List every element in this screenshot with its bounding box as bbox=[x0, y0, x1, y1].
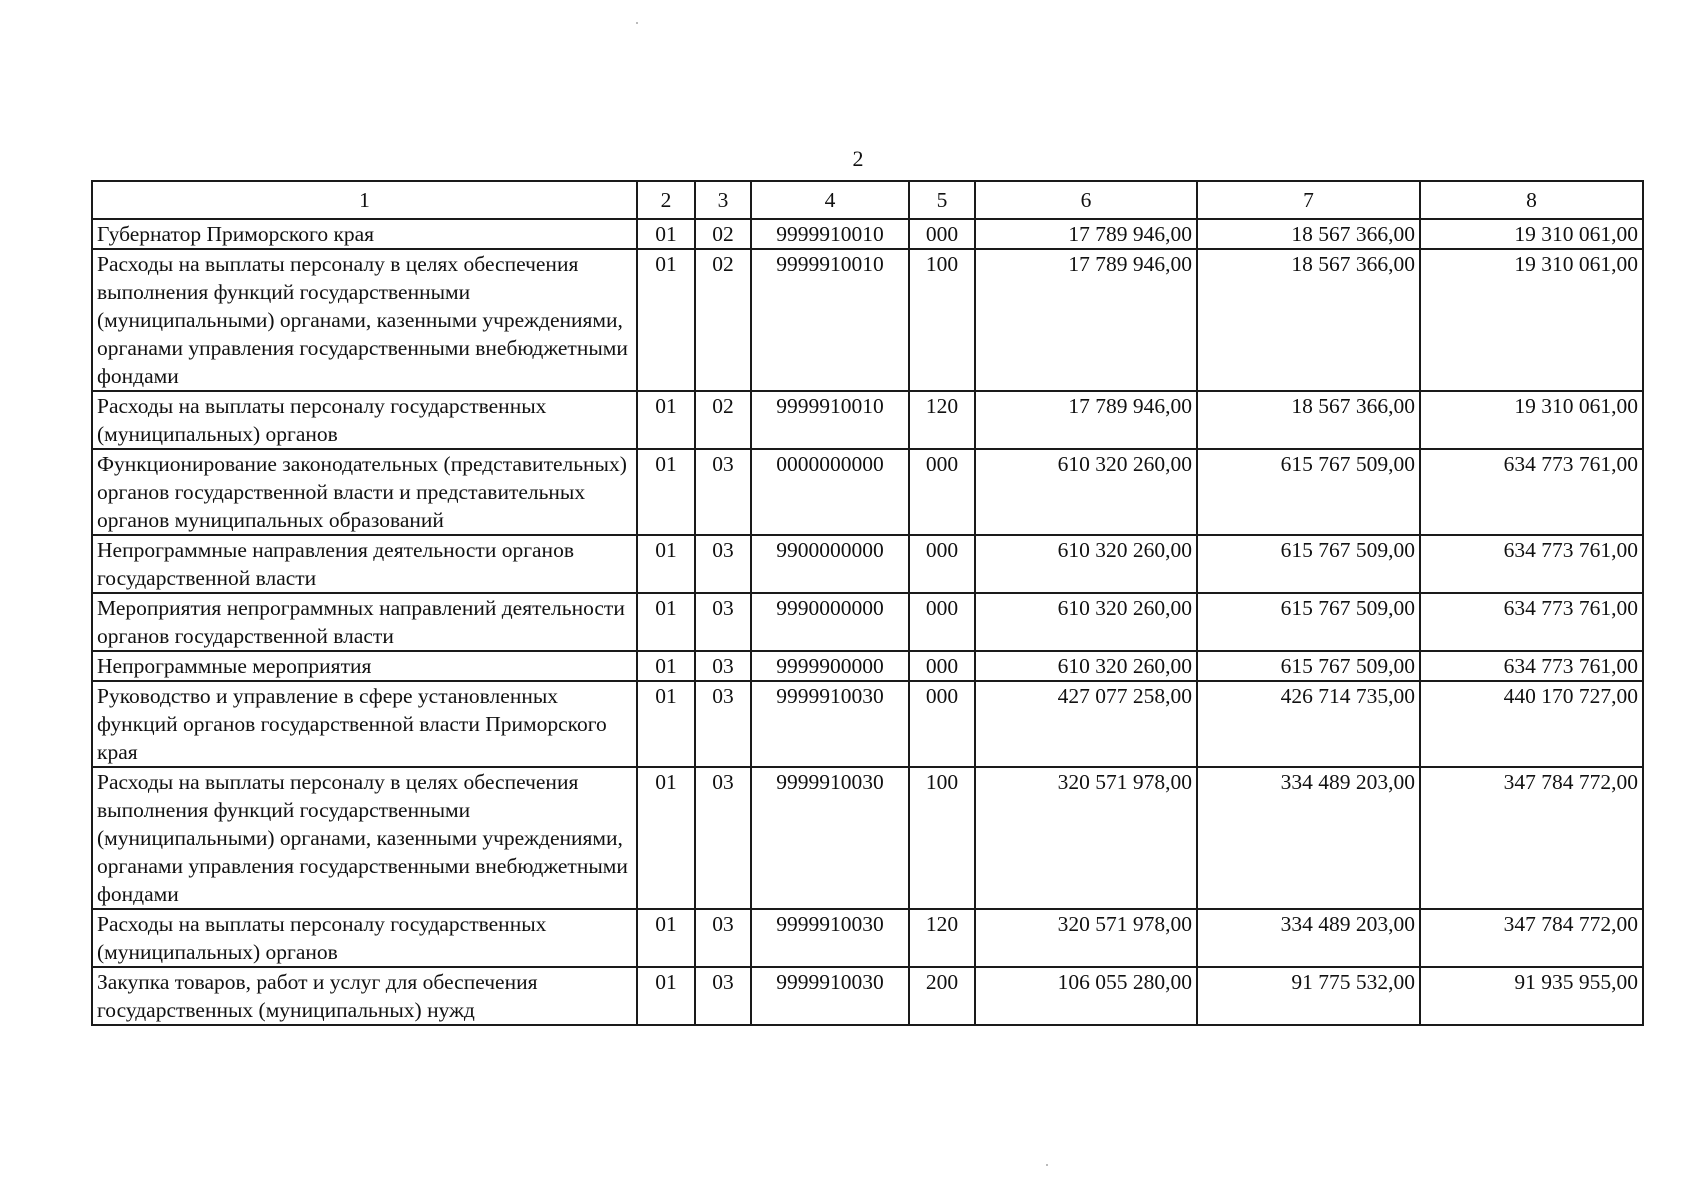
table-row bbox=[92, 535, 1643, 593]
amount-col-7: 615 767 509,00 bbox=[1197, 535, 1420, 593]
amount-col-6: 17 789 946,00 bbox=[975, 391, 1197, 449]
amount-col-8: 634 773 761,00 bbox=[1420, 535, 1643, 593]
section-code: 01 bbox=[637, 651, 695, 681]
amount-col-6: 17 789 946,00 bbox=[975, 219, 1197, 249]
amount-col-7: 615 767 509,00 bbox=[1197, 593, 1420, 651]
target-article-code: 9999910010 bbox=[751, 391, 909, 449]
header-row bbox=[92, 181, 1643, 219]
expense-type-code: 000 bbox=[909, 449, 975, 535]
section-code: 01 bbox=[637, 593, 695, 651]
amount-col-6: 610 320 260,00 bbox=[975, 535, 1197, 593]
table-row bbox=[92, 593, 1643, 651]
section-code: 01 bbox=[637, 767, 695, 909]
column-header: 6 bbox=[975, 181, 1197, 219]
subsection-code: 03 bbox=[695, 535, 751, 593]
amount-col-8: 19 310 061,00 bbox=[1420, 249, 1643, 391]
expense-name: Расходы на выплаты персоналу государственных (муниципальных) органов bbox=[92, 909, 637, 967]
subsection-code: 03 bbox=[695, 909, 751, 967]
table-row bbox=[92, 681, 1643, 767]
expense-type-code: 000 bbox=[909, 593, 975, 651]
subsection-code: 02 bbox=[695, 391, 751, 449]
amount-col-7: 615 767 509,00 bbox=[1197, 651, 1420, 681]
expense-type-code: 000 bbox=[909, 219, 975, 249]
amount-col-7: 18 567 366,00 bbox=[1197, 249, 1420, 391]
expense-type-code: 000 bbox=[909, 681, 975, 767]
amount-col-8: 634 773 761,00 bbox=[1420, 651, 1643, 681]
target-article-code: 9999910030 bbox=[751, 909, 909, 967]
amount-col-8: 347 784 772,00 bbox=[1420, 767, 1643, 909]
column-header: 2 bbox=[637, 181, 695, 219]
expense-name: Непрограммные направления деятельности органов государственной власти bbox=[92, 535, 637, 593]
expense-type-code: 100 bbox=[909, 249, 975, 391]
expense-name: Непрограммные мероприятия bbox=[92, 651, 637, 681]
table-row bbox=[92, 909, 1643, 967]
section-code: 01 bbox=[637, 967, 695, 1025]
subsection-code: 02 bbox=[695, 219, 751, 249]
scan-speck bbox=[1046, 1164, 1048, 1166]
amount-col-7: 91 775 532,00 bbox=[1197, 967, 1420, 1025]
expense-type-code: 000 bbox=[909, 535, 975, 593]
table-row bbox=[92, 651, 1643, 681]
subsection-code: 03 bbox=[695, 681, 751, 767]
amount-col-6: 320 571 978,00 bbox=[975, 909, 1197, 967]
table-row bbox=[92, 767, 1643, 909]
amount-col-6: 320 571 978,00 bbox=[975, 767, 1197, 909]
amount-col-6: 610 320 260,00 bbox=[975, 593, 1197, 651]
column-header: 1 bbox=[92, 181, 637, 219]
expense-name: Руководство и управление в сфере установленных функций органов государственной власти Приморского края bbox=[92, 681, 637, 767]
amount-col-8: 634 773 761,00 bbox=[1420, 593, 1643, 651]
column-header: 3 bbox=[695, 181, 751, 219]
expense-name: Губернатор Приморского края bbox=[92, 219, 637, 249]
amount-col-7: 18 567 366,00 bbox=[1197, 391, 1420, 449]
subsection-code: 03 bbox=[695, 593, 751, 651]
amount-col-8: 19 310 061,00 bbox=[1420, 391, 1643, 449]
amount-col-6: 610 320 260,00 bbox=[975, 449, 1197, 535]
page-number: 2 bbox=[852, 146, 864, 171]
expense-type-code: 100 bbox=[909, 767, 975, 909]
amount-col-7: 334 489 203,00 bbox=[1197, 767, 1420, 909]
target-article-code: 9900000000 bbox=[751, 535, 909, 593]
target-article-code: 9999910030 bbox=[751, 967, 909, 1025]
column-header: 8 bbox=[1420, 181, 1643, 219]
column-header: 5 bbox=[909, 181, 975, 219]
subsection-code: 03 bbox=[695, 767, 751, 909]
target-article-code: 9990000000 bbox=[751, 593, 909, 651]
section-code: 01 bbox=[637, 449, 695, 535]
subsection-code: 03 bbox=[695, 449, 751, 535]
target-article-code: 0000000000 bbox=[751, 449, 909, 535]
target-article-code: 9999910010 bbox=[751, 249, 909, 391]
expense-name: Расходы на выплаты персоналу в целях обеспечения выполнения функций государственными (муниципальными) органами, казенными учреждениями, органами управления государственными внебюджетными фондами bbox=[92, 249, 637, 391]
amount-col-7: 334 489 203,00 bbox=[1197, 909, 1420, 967]
section-code: 01 bbox=[637, 909, 695, 967]
amount-col-7: 18 567 366,00 bbox=[1197, 219, 1420, 249]
amount-col-8: 347 784 772,00 bbox=[1420, 909, 1643, 967]
table-row bbox=[92, 219, 1643, 249]
section-code: 01 bbox=[637, 681, 695, 767]
table-row bbox=[92, 967, 1643, 1025]
table-row bbox=[92, 249, 1643, 391]
section-code: 01 bbox=[637, 219, 695, 249]
target-article-code: 9999910030 bbox=[751, 681, 909, 767]
expense-name: Расходы на выплаты персоналу в целях обеспечения выполнения функций государственными (муниципальными) органами, казенными учреждениями, органами управления государственными внебюджетными фондами bbox=[92, 767, 637, 909]
column-header: 4 bbox=[751, 181, 909, 219]
amount-col-6: 610 320 260,00 bbox=[975, 651, 1197, 681]
section-code: 01 bbox=[637, 535, 695, 593]
expense-name: Расходы на выплаты персоналу государственных (муниципальных) органов bbox=[92, 391, 637, 449]
section-code: 01 bbox=[637, 249, 695, 391]
amount-col-8: 91 935 955,00 bbox=[1420, 967, 1643, 1025]
expense-type-code: 000 bbox=[909, 651, 975, 681]
column-header: 7 bbox=[1197, 181, 1420, 219]
scan-speck bbox=[636, 22, 638, 24]
amount-col-7: 426 714 735,00 bbox=[1197, 681, 1420, 767]
amount-col-8: 440 170 727,00 bbox=[1420, 681, 1643, 767]
amount-col-6: 427 077 258,00 bbox=[975, 681, 1197, 767]
expense-type-code: 120 bbox=[909, 909, 975, 967]
subsection-code: 02 bbox=[695, 249, 751, 391]
expense-type-code: 120 bbox=[909, 391, 975, 449]
target-article-code: 9999910030 bbox=[751, 767, 909, 909]
section-code: 01 bbox=[637, 391, 695, 449]
amount-col-6: 17 789 946,00 bbox=[975, 249, 1197, 391]
budget-table bbox=[91, 180, 1644, 1026]
target-article-code: 9999910010 bbox=[751, 219, 909, 249]
expense-name: Закупка товаров, работ и услуг для обеспечения государственных (муниципальных) нужд bbox=[92, 967, 637, 1025]
expense-type-code: 200 bbox=[909, 967, 975, 1025]
table-row bbox=[92, 391, 1643, 449]
subsection-code: 03 bbox=[695, 651, 751, 681]
target-article-code: 9999900000 bbox=[751, 651, 909, 681]
table-row bbox=[92, 449, 1643, 535]
expense-name: Мероприятия непрограммных направлений деятельности органов государственной власти bbox=[92, 593, 637, 651]
expense-name: Функционирование законодательных (представительных) органов государственной власти и представительных органов муниципальных образований bbox=[92, 449, 637, 535]
amount-col-8: 634 773 761,00 bbox=[1420, 449, 1643, 535]
amount-col-6: 106 055 280,00 bbox=[975, 967, 1197, 1025]
subsection-code: 03 bbox=[695, 967, 751, 1025]
amount-col-8: 19 310 061,00 bbox=[1420, 219, 1643, 249]
amount-col-7: 615 767 509,00 bbox=[1197, 449, 1420, 535]
